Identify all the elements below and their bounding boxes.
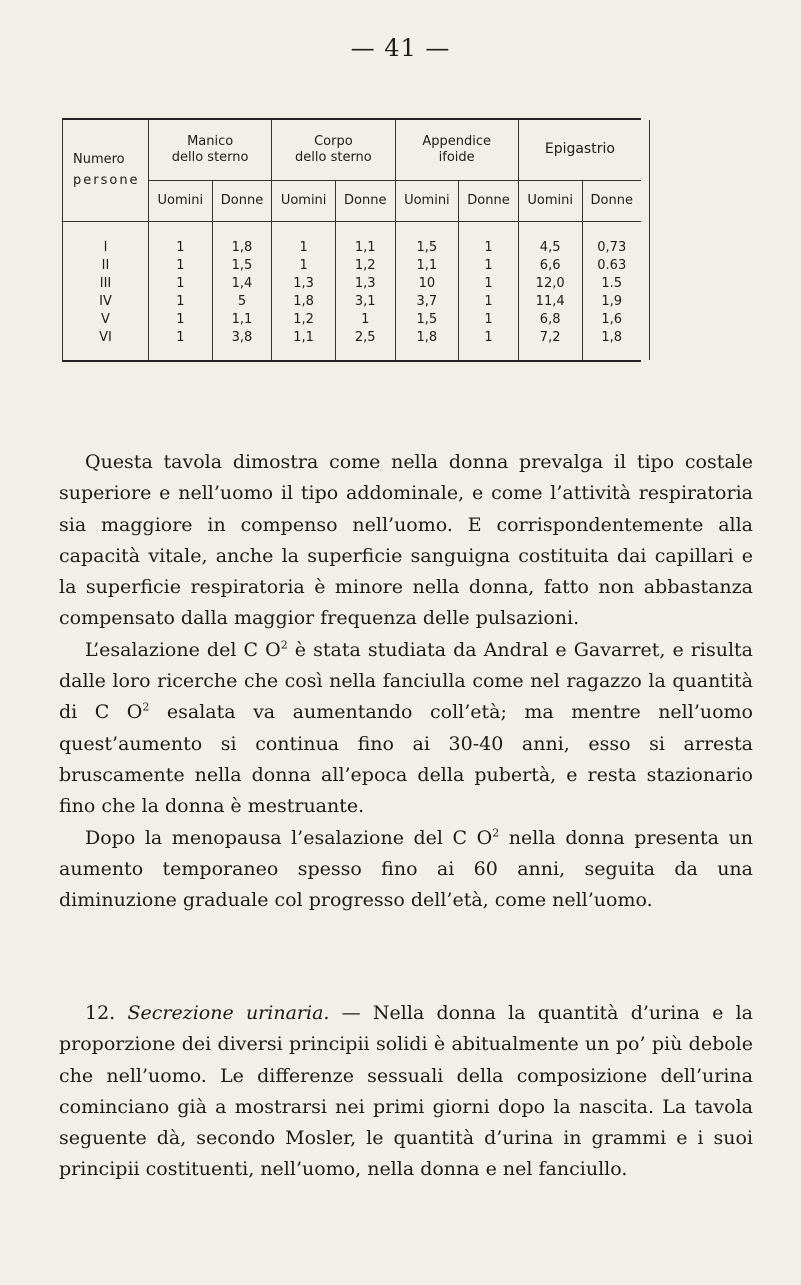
header-numero-persone [63, 120, 149, 222]
table-cell: 1 [149, 292, 213, 310]
table-cell: 1 [149, 238, 213, 256]
table-cell: 1,6 [582, 310, 641, 328]
table-cell: 4,5 [518, 238, 582, 256]
table-row [63, 274, 641, 292]
table-cell: 1 [149, 256, 213, 274]
table-cell: 1,5 [212, 256, 272, 274]
paragraph-text: Questa tavola dimostra come nella donna prevalga il tipo costale superiore e nell’uomo il tipo addominale, e come l’attività respiratoria sia maggiore in compenso nell’uomo. E corrispondentemente alla capacità vitale, anche la superficie sanguigna costituita dai capillari e la superficie respiratoria è minore nella donna, fatto non abbastanza compensato dalla maggior frequenza delle pulsazioni. [59, 451, 753, 630]
row-number-cell: I [103, 239, 108, 255]
superscript: 2 [142, 701, 150, 715]
header-appendice [395, 120, 518, 181]
sub-header-uomini: Uomini [149, 181, 213, 222]
table-cell: 1,4 [212, 274, 272, 292]
table-cell: 10 [395, 274, 459, 292]
page-number: — 41 — [350, 34, 451, 62]
table-cell: 1,1 [272, 328, 336, 360]
table-cell: 1,2 [272, 310, 336, 328]
header-epigastrio [518, 120, 641, 181]
table-cell: 1 [459, 238, 519, 256]
table-cell: 1,1 [335, 238, 395, 256]
table-spacer-row [63, 222, 641, 239]
sub-header-uomini: Uomini [272, 181, 336, 222]
header-manico-line1: Manico [187, 133, 234, 149]
paragraph-text: — Nella donna la quantità d’urina e la proporzione dei diversi principii solidi è abitualmente un po’ più debole che nell’uomo. Le differenze sessuali della composizione dell’urina cominciano già a mostrarsi nei primi giorni dopo la nascita. La tavola seguente dà, secondo Mosler, le quantità d’urina in grammi e i suoi principii costituenti, nell’uomo, nella donna e nel fanciullo. [59, 1002, 753, 1181]
header-epigastrio-line1: Epigastrio [544, 141, 615, 158]
data-table [63, 120, 641, 360]
table-cell: 5 [212, 292, 272, 310]
header-numero: Numero [73, 152, 125, 168]
table-cell: 1,2 [335, 256, 395, 274]
table-cell: 7,2 [518, 328, 582, 360]
table-cell: 3,7 [395, 292, 459, 310]
table-cell: 1 [149, 328, 213, 360]
table-cell: 1 [459, 292, 519, 310]
table-body [63, 222, 641, 361]
table-cell: 1 [149, 274, 213, 292]
section-title: Secrezione urinaria. [127, 1002, 330, 1024]
table-cell: 1 [272, 238, 336, 256]
sub-header-uomini: Uomini [518, 181, 582, 222]
table-cell: 3,1 [335, 292, 395, 310]
row-number-cell: VI [99, 329, 112, 345]
sub-header-uomini: Uomini [395, 181, 459, 222]
table-cell: 1,1 [395, 256, 459, 274]
header-corpo [272, 120, 395, 181]
table-cell: 1,3 [335, 274, 395, 292]
paragraph [59, 635, 753, 823]
header-corpo-line2: dello sterno [295, 150, 372, 165]
table-cell: 1,8 [212, 238, 272, 256]
body-text-lower [59, 998, 753, 1186]
table-cell: 6,6 [518, 256, 582, 274]
table-cell: 1.5 [582, 274, 641, 292]
table-cell: 1 [459, 310, 519, 328]
table-row [63, 238, 641, 256]
table-cell: 1 [459, 274, 519, 292]
table-cell: 1,5 [395, 238, 459, 256]
table-cell: 1 [272, 256, 336, 274]
table-cell: 1,3 [272, 274, 336, 292]
table-cell: 3,8 [212, 328, 272, 360]
sub-header-donne: Donne [212, 181, 272, 222]
paragraph-text: Dopo la menopausa l’esalazione del C O [85, 826, 493, 849]
table-cell: 1,8 [582, 328, 641, 360]
table-cell: 0.63 [582, 256, 641, 274]
table-cell: 2,5 [335, 328, 395, 360]
paragraph-text: nella donna presenta un aumento temporaneo spesso fino ai 60 anni, seguita da una diminuzione graduale col progresso dell’età, come nell’uomo. [59, 826, 753, 912]
header-manico-line2: dello sterno [171, 150, 249, 165]
row-number-cell: III [99, 275, 112, 291]
table-row [63, 292, 641, 310]
header-corpo-line1: Corpo [314, 133, 353, 149]
table-cell: 12,0 [518, 274, 582, 292]
section-number: 12. [85, 1002, 128, 1024]
table-cell: 6,8 [518, 310, 582, 328]
header-persone: persone [73, 172, 140, 188]
paragraph [59, 447, 753, 635]
table-row [63, 310, 641, 328]
header-appendice-line1: Appendice [422, 133, 491, 149]
paragraph-text: esalata va aumentando coll’età; ma mentre nell’uomo quest’aumento si continua fino ai 30-40 anni, esso si arresta bruscamente nella donna all’epoca della pubertà, e resta stazionario fino che la donna è mestruante. [59, 701, 754, 818]
row-number-cell: V [101, 311, 110, 327]
superscript: 2 [280, 638, 288, 652]
row-number-cell: IV [99, 293, 112, 309]
table-row [63, 328, 641, 360]
sub-header-donne: Donne [335, 181, 395, 222]
paragraph-text: è stata studiata da Andral e Gavarret, e risulta dalle loro ricerche che così nella fanciulla come nel ragazzo la quantità di C O [59, 638, 753, 724]
table-cell: 11,4 [518, 292, 582, 310]
row-number-cell: II [101, 257, 110, 273]
header-manico [149, 120, 272, 181]
table-row [63, 256, 641, 274]
header-appendice-line2: ifoide [438, 150, 475, 165]
superscript: 2 [492, 826, 500, 840]
table-cell: 1 [459, 328, 519, 360]
table-cell: 1,5 [395, 310, 459, 328]
table-cell: 1,8 [395, 328, 459, 360]
table-cell: 1,8 [272, 292, 336, 310]
paragraph [59, 823, 753, 917]
table-cell: 1 [459, 256, 519, 274]
body-text-upper [59, 447, 753, 916]
paragraph [59, 998, 753, 1186]
paragraph-text: L’esalazione del C O [85, 638, 281, 661]
respiration-table [62, 118, 641, 362]
table-cell: 1 [149, 310, 213, 328]
table-cell: 1 [335, 310, 395, 328]
sub-header-donne: Donne [459, 181, 519, 222]
table-cell: 1,1 [212, 310, 272, 328]
table-cell: 0,73 [582, 238, 641, 256]
sub-header-donne: Donne [582, 181, 641, 222]
table-cell: 1,9 [582, 292, 641, 310]
